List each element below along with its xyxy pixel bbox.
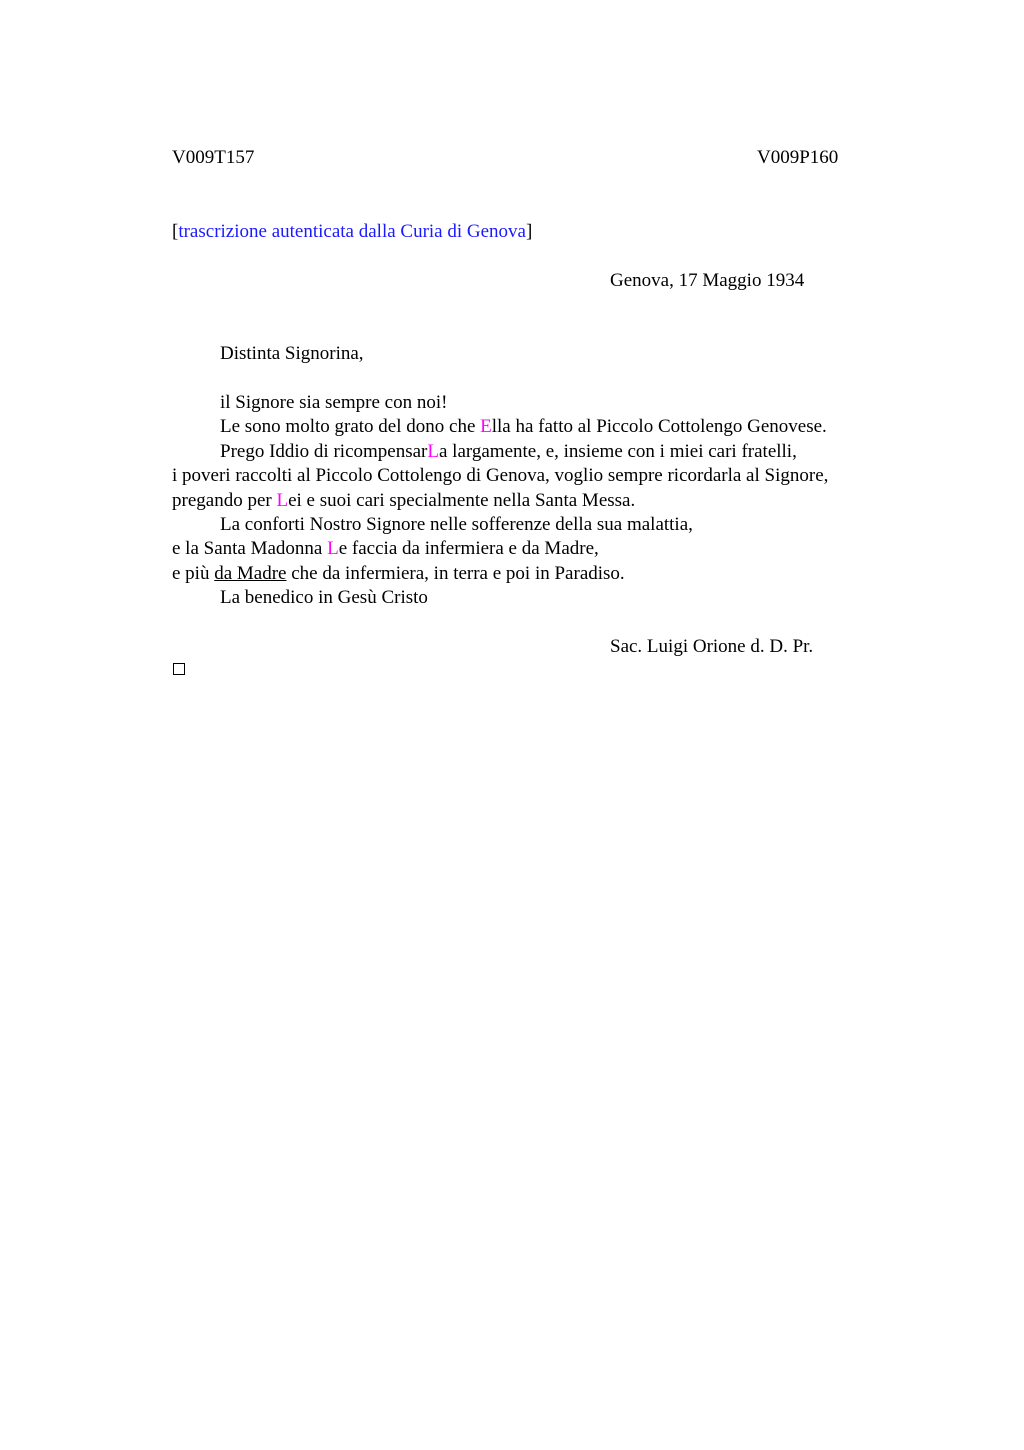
line-8-underlined: da Madre	[214, 563, 287, 584]
line-7-part-c: e faccia da infermiera e da Madre,	[338, 538, 599, 559]
letter-line-9: La benedico in Gesù Cristo	[220, 587, 428, 608]
letter-line-3	[220, 440, 797, 464]
transcription-note	[172, 220, 532, 244]
line-5-highlight: L	[276, 490, 289, 511]
letter-line-8	[172, 562, 625, 586]
letter-line-7	[172, 537, 599, 561]
line-7-part-a: e la Santa Madonna	[172, 538, 328, 559]
line-3-part-a: Prego Iddio di ricompensar	[220, 441, 428, 462]
note-open-bracket: [	[172, 221, 179, 242]
letter-signature: Sac. Luigi Orione d. D. Pr.	[610, 636, 814, 657]
line-3-highlight: L	[427, 441, 439, 462]
letter-date: Genova, 17 Maggio 1934	[610, 270, 805, 291]
line-5-part-c: ei e suoi cari specialmente nella Santa Messa.	[288, 490, 636, 511]
line-5-part-a: pregando per	[172, 490, 277, 511]
letter-line-5	[172, 489, 635, 513]
letter-line-1: il Signore sia sempre con noi!	[220, 392, 448, 413]
letter-line-6: La conforti Nostro Signore nelle sofferenze della sua malattia,	[220, 514, 693, 535]
end-marker-box-icon	[173, 663, 185, 675]
line-7-highlight: L	[327, 538, 339, 559]
note-close-bracket: ]	[525, 221, 533, 242]
letter-line-4: i poveri raccolti al Piccolo Cottolengo di Genova, voglio sempre ricordarla al Signore,	[172, 465, 829, 486]
line-2-part-a: Le sono molto grato del dono che	[220, 416, 481, 437]
line-8-part-a: e più	[172, 563, 215, 584]
line-8-part-c: che da infermiera, in terra e poi in Paradiso.	[286, 563, 625, 584]
letter-salutation: Distinta Signorina,	[220, 343, 364, 364]
letter-line-2	[220, 415, 827, 439]
document-code-right: V009P160	[757, 147, 839, 168]
line-3-part-c: a largamente, e, insieme con i miei cari fratelli,	[438, 441, 797, 462]
line-2-highlight: E	[480, 416, 492, 437]
note-text: trascrizione autenticata dalla Curia di Genova	[178, 221, 526, 242]
line-2-part-c: lla ha fatto al Piccolo Cottolengo Genovese.	[491, 416, 827, 437]
document-code-left: V009T157	[172, 147, 255, 168]
